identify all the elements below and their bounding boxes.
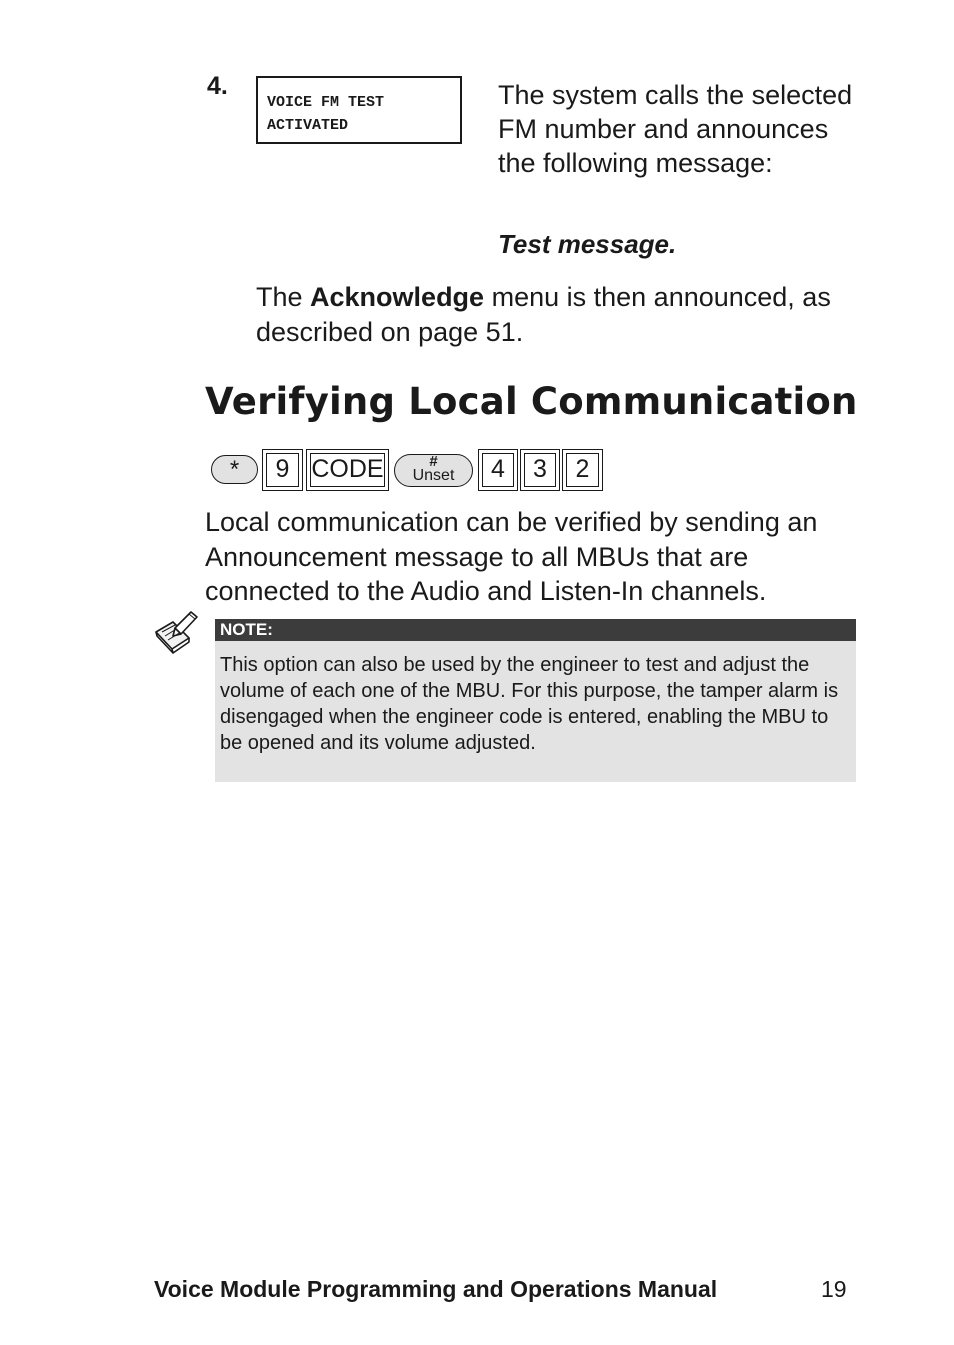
step-number: 4. [207,72,228,100]
test-message: Test message. [498,229,677,259]
key-hash-symbol: # [429,453,438,470]
footer-title: Voice Module Programming and Operations Manual [154,1276,718,1302]
acknowledge-paragraph [256,280,856,350]
section-body: Local communication can be verified by sending an Announcement message to all MBUs that are connected to the Audio and Listen-In channels. [205,507,818,606]
note-body: This option can also be used by the engineer to test and adjust the volume of each one of the MBU. For this purpose, the tamper alarm is disengaged when the engineer code is entered, enabling the MBU to be opened and its volume adjusted. [215,641,856,782]
key-4 [478,449,518,491]
lcd-line-2: ACTIVATED [267,117,349,134]
key-star [211,455,258,484]
key-hash-label: Unset [412,467,455,484]
key-hash-unset [394,454,473,487]
key-4-label: 4 [491,455,505,483]
section-title: Verifying Local Communication [205,380,858,423]
note-pen-icon [153,608,203,656]
key-2-label: 2 [575,455,590,483]
key-star-label: * [229,456,240,483]
key-9-label: 9 [275,455,290,483]
acknowledge-pre: The [256,282,311,312]
key-3 [520,449,560,491]
acknowledge-menu-name: Acknowledge [310,282,485,312]
step-description: The system calls the selected FM number and announces the following message: [498,80,853,178]
key-code [306,449,389,491]
key-code-label: CODE [311,455,384,483]
lcd-line-1: VOICE FM TEST [267,94,385,111]
note-header: NOTE: [215,619,856,641]
key-2 [562,449,603,491]
key-9 [262,449,303,491]
key-3-label: 3 [533,455,547,483]
page-number: 19 [821,1276,847,1302]
lcd-display [256,76,462,144]
acknowledge-post: menu is then announced, as described on page 51. [256,282,831,347]
